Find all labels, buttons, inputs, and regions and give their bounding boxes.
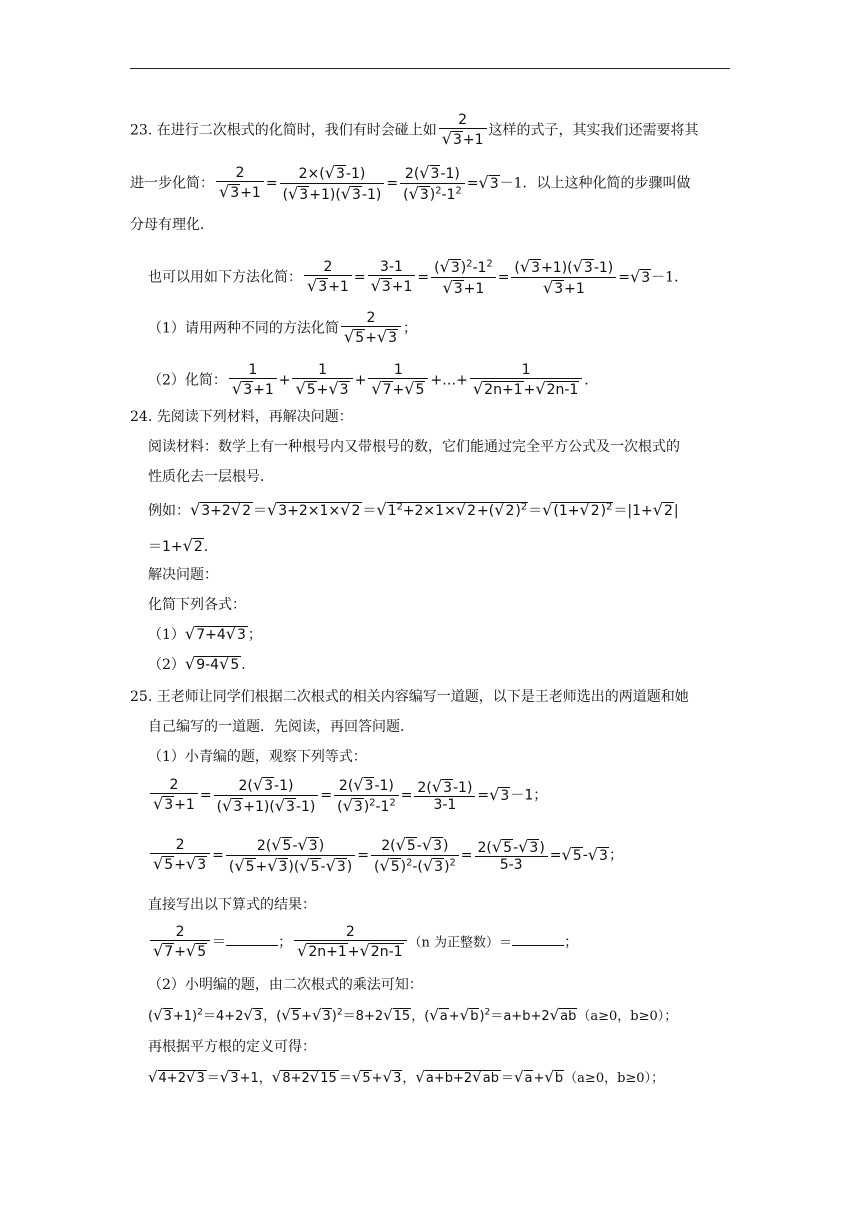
q24-number: 24. <box>130 409 153 425</box>
fraction: $\frac{3-1}{√3+1}$ <box>368 259 416 296</box>
q24-p1: （1）√7+4√3 ； <box>148 624 262 643</box>
fraction: $\frac{2}{√3+1}$ <box>216 165 264 202</box>
fraction: $\frac{2(√3-1)}{(√3)^2-1^2}$ <box>334 776 399 815</box>
q23-number: 23. <box>130 122 153 139</box>
q23-text-4: 也可以用如下方法化简： <box>148 269 302 286</box>
fraction: $\frac{2}{√5+√3}$ <box>150 837 210 874</box>
q25-line1 <box>130 690 689 704</box>
fraction: $\frac{(√3+1)(√3-1)}{√3+1}$ <box>511 258 616 297</box>
q23-line3: 分母有理化． <box>130 217 214 233</box>
fraction: $\frac{2(√3-1)}{3-1}$ <box>414 778 475 814</box>
q25-eq2: $\frac{2}{√5+√3}$ = $\frac{2(√5-√3)}{(√5+√3)(√5-√3)}$ = $\frac{2(√5-√3)}{(√5)^2-(√3)^2}$ = $\frac{2(√5-√3)}{5-3}$ =√5-√3； <box>148 836 623 875</box>
q25-blanks: $\frac{2}{√7+√5}$ ＝ ； $\frac{2}{√2n+1+√2n-1}$ （n 为正整数）＝ ； <box>148 924 578 961</box>
q23-sub2-text: （2）化简： <box>148 372 227 389</box>
q24-example: 例如：$√3+2√2 =√3+2\times 1\times√2 =√1^2+2\times 1\times√2+(√2)^2=√(1+√2)^2=|1+√2|$ <box>148 500 679 519</box>
q25-part1: （1）小青编的题，观察下列等式： <box>148 749 367 765</box>
fraction: $\frac{1}{√3+1}$ <box>229 362 277 399</box>
answer-blank-1[interactable] <box>226 945 278 946</box>
q23-text-a: 在进行二次根式的化简时，我们有时会碰上如 <box>156 122 437 139</box>
fraction: $\frac{1}{√5+√3}$ <box>292 362 352 399</box>
q24-title: 先阅读下列材料，再解决问题： <box>156 409 353 425</box>
fraction: $\frac{2}{√5+√3}$ <box>341 310 401 347</box>
fraction: $\frac{2}{√3+1}$ <box>150 777 198 814</box>
q25-line2: 自己编写的一道题．先阅读，再回答问题． <box>148 719 414 735</box>
q23-line2: 进一步化简： $\frac{2}{√3+1}$ = $\frac{2\times(√3-1)}{(√3+1)(√3-1)}$ = $\frac{2(√3-1)}{(√3)^2-1^2}$ =√3－1．以上这种化简的步骤叫做 <box>130 163 691 203</box>
fraction: $\frac{2(√3-1)}{(√3+1)(√3-1)}$ <box>214 776 319 815</box>
fraction: $\frac{2}{√2n+1+√2n-1}$ <box>294 924 406 961</box>
fraction: $\frac{2}{√3+1}$ <box>304 259 352 296</box>
q25-products: $(√3+1)^2=4+2√3$，$(√5+√3)^2=8+2√15$，$(√a+√b)^2=a+b+2√ab(a\ge 0$，b≥0）； <box>148 1006 678 1024</box>
q23-text-b: 这样的式子，其实我们还需要将其 <box>488 122 699 139</box>
fraction: $\frac{2}{√7+√5}$ <box>150 924 210 961</box>
q24-p1-label: （1） <box>148 627 185 643</box>
answer-blank-2[interactable] <box>512 945 564 946</box>
q24-line1 <box>130 410 353 424</box>
q23-sub2: （2）化简： $\frac{1}{√3+1}$ + $\frac{1}{√5+√3}$ + $\frac{1}{√7+√5}$ +…+ $\frac{1}{√2n+1+√2n-1}$ ． <box>148 362 599 399</box>
fraction: $\frac{2(√5-√3)}{(√5+√3)(√5-√3)}$ <box>226 836 355 875</box>
q24-solve: 解决问题： <box>148 567 218 583</box>
q25-text1: 王老师让同学们根据二次根式的相关内容编写一道题，以下是王老师选出的两道题和她 <box>156 689 689 705</box>
q25-condition-2b: （a≥0，b≥0）； <box>564 1071 665 1086</box>
q23-sub1-end: ； <box>403 320 418 337</box>
q23-text-4end: －1． <box>651 269 689 286</box>
q24-simplify: 化简下列各式： <box>148 597 246 613</box>
q24-example-label: 例如： <box>148 503 190 519</box>
q24-example-result: ＝1+√2． <box>148 536 218 555</box>
fraction: $\frac{2(√5-√3)}{(√5)^2-(√3)^2}$ <box>371 836 459 875</box>
q25-condition-2a: （a≥0，b≥0）； <box>577 1009 678 1024</box>
q24-p2-label: （2） <box>148 657 185 673</box>
q23-sub1 <box>148 310 417 347</box>
fraction: $\frac{2\times(√3-1)}{(√3+1)(√3-1)}$ <box>280 164 385 203</box>
q25-roots: √4+2√3 ＝√3+1，√8+2√15 ＝√5+√3，√a+b+2√ab ＝√a+√b（a≥0，b≥0）； <box>148 1068 665 1086</box>
q23-line1 <box>130 112 699 149</box>
fraction: $\frac{2(√5-√3)}{5-3}$ <box>475 838 548 874</box>
fraction: $\frac{1}{√7+√5}$ <box>368 362 428 399</box>
q23-line4: 也可以用如下方法化简： $\frac{2}{√3+1}$ = $\frac{3-1}{√3+1}$ = $\frac{(√3)^2-1^2}{√3+1}$ = $\frac{(√3+1)(√3-1)}{√3+1}$ =√3－1． <box>148 257 689 297</box>
q23-sub2-end: ． <box>584 372 599 389</box>
q25-eq1: $\frac{2}{√3+1}$ = $\frac{2(√3-1)}{(√3+1)(√3-1)}$ = $\frac{2(√3-1)}{(√3)^2-1^2}$ = $\frac{2(√3-1)}{3-1}$ =√3－1； <box>148 776 547 815</box>
q23-sub1-text: （1）请用两种不同的方法化简 <box>148 320 339 337</box>
header-rule <box>130 68 730 69</box>
q25-number: 25. <box>130 689 153 705</box>
q24-p2: （2）√9-4√5 ． <box>148 654 256 673</box>
q25-condition: （n 为正整数）＝ <box>408 935 513 951</box>
fraction: $\frac{1}{√2n+1+√2n-1}$ <box>470 362 582 399</box>
q25-direct: 直接写出以下算式的结果： <box>148 897 316 913</box>
q24-read2: 性质化去一层根号． <box>148 469 274 485</box>
fraction: $\frac{(√3)^2-1^2}{√3+1}$ <box>431 258 496 297</box>
q25-part2: （2）小明编的题，由二次根式的乘法可知： <box>148 977 423 993</box>
q24-read1: 阅读材料：数学上有一种根号内又带根号的数，它们能通过完全平方公式及一次根式的 <box>148 439 680 455</box>
q25-bydef: 再根据平方根的定义可得： <box>148 1039 316 1055</box>
fraction: $\frac{2(√3-1)}{(√3)^2-1^2}$ <box>400 164 465 203</box>
q23-text-2b: －1．以上这种化简的步骤叫做 <box>499 175 691 192</box>
fraction: $\frac{2}{√3+1}$ <box>439 112 487 149</box>
q23-text-2a: 进一步化简： <box>130 175 214 192</box>
